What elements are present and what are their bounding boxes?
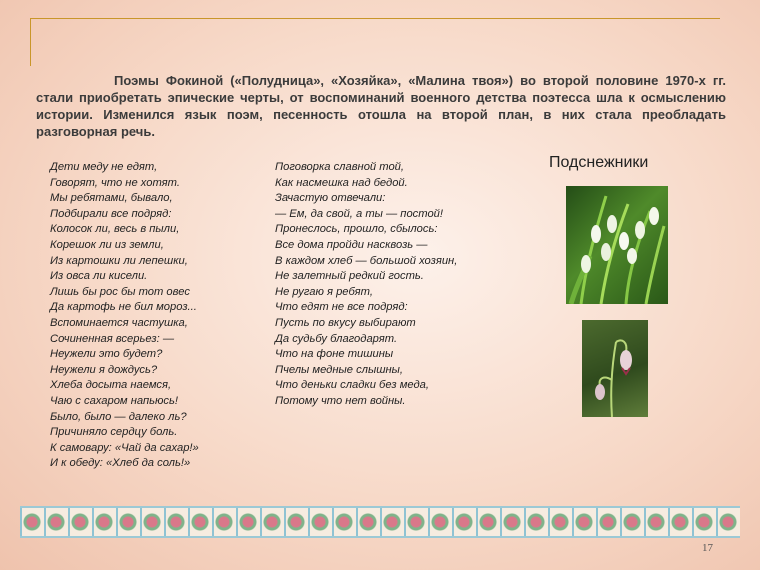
poem-line: Как насмешка над бедой. [275, 176, 408, 189]
poem-line: Говорят, что не хотят. [50, 176, 180, 189]
poem-left [50, 160, 199, 472]
intro-paragraph: Поэмы Фокиной («Полудница», «Хозяйка», «Малина твоя») во второй половине 1970-х гг. стали приобретать эпические черты, от воспоминаний военного детства поэтесса шла к осмыслению истории. Изменился язык поэм, песенность отошла на второй план, в них стала преобладать разговорная речь. [36, 73, 726, 139]
poem-right [275, 160, 457, 410]
poem-line: Не залетный редкий гость. [275, 270, 424, 283]
poem-line: Пронеслось, прошло, сбылось: [275, 223, 438, 236]
poem-line: Причиняло сердцу боль. [50, 426, 178, 439]
poem-line: Не ругаю я ребят, [275, 285, 373, 298]
ornament-border [20, 506, 740, 538]
poem-line: И к обеду: «Хлеб да соль!» [50, 457, 191, 470]
poem-line: Поговорка славной той, [275, 161, 405, 173]
poem-line: Что на фоне тишины [275, 348, 394, 361]
poem-line: К самовару: «Чай да сахар!» [50, 441, 199, 454]
poem-line: Дети меду не едят, [50, 161, 158, 173]
poem-line: Сочиненная всерьез: — [50, 332, 175, 345]
poem-line: Было, было — далеко ль? [50, 410, 187, 423]
poem-line: Мы ребятами, бывало, [50, 192, 173, 205]
poem-line: Да судьбу благодарят. [275, 332, 398, 345]
poem-line: Все дома пройди насквозь — [275, 238, 428, 251]
poem-line: Неужели это будет? [50, 348, 163, 361]
frame-line-top [30, 18, 720, 19]
frame-line-left [30, 18, 31, 66]
page-number: 17 [702, 542, 713, 554]
poem-line: — Ем, да свой, а ты — постой! [275, 207, 444, 220]
poem-line: Неужели я дождусь? [50, 363, 158, 376]
poem-line: Из картошки ли лепешки, [50, 254, 188, 267]
poem-line: В каждом хлеб — большой хозяин, [275, 254, 458, 267]
poem-line: Колосок ли, весь в пыли, [50, 223, 180, 236]
poem-line: Потому что нет войны. [275, 394, 406, 407]
poem-line: Вспоминается частушка, [50, 316, 188, 329]
snowdrop-flower-photo [582, 320, 648, 417]
poem-line: Подбирали все подряд: [50, 207, 172, 220]
picture-title: Подснежники [549, 154, 649, 171]
poem-line: Да картофь не бил мороз... [50, 301, 197, 314]
poem-line: Лишь бы рос бы тот овес [50, 285, 190, 298]
snowdrops-photo [566, 186, 668, 304]
poem-line: Пчелы медные слышны, [275, 363, 403, 376]
poem-line: Корешок ли из земли, [50, 238, 164, 251]
poem-line: Из овса ли кисели. [50, 270, 148, 283]
poem-line: Что деньки сладки без меда, [275, 379, 430, 392]
poem-line: Чаю с сахаром напьюсь! [50, 394, 178, 407]
poem-line: Пусть по вкусу выбирают [275, 316, 416, 329]
poem-line: Зачастую отвечали: [275, 192, 386, 205]
poem-line: Хлеба досыта наемся, [50, 379, 172, 392]
poem-line: Что едят не все подряд: [275, 301, 408, 314]
